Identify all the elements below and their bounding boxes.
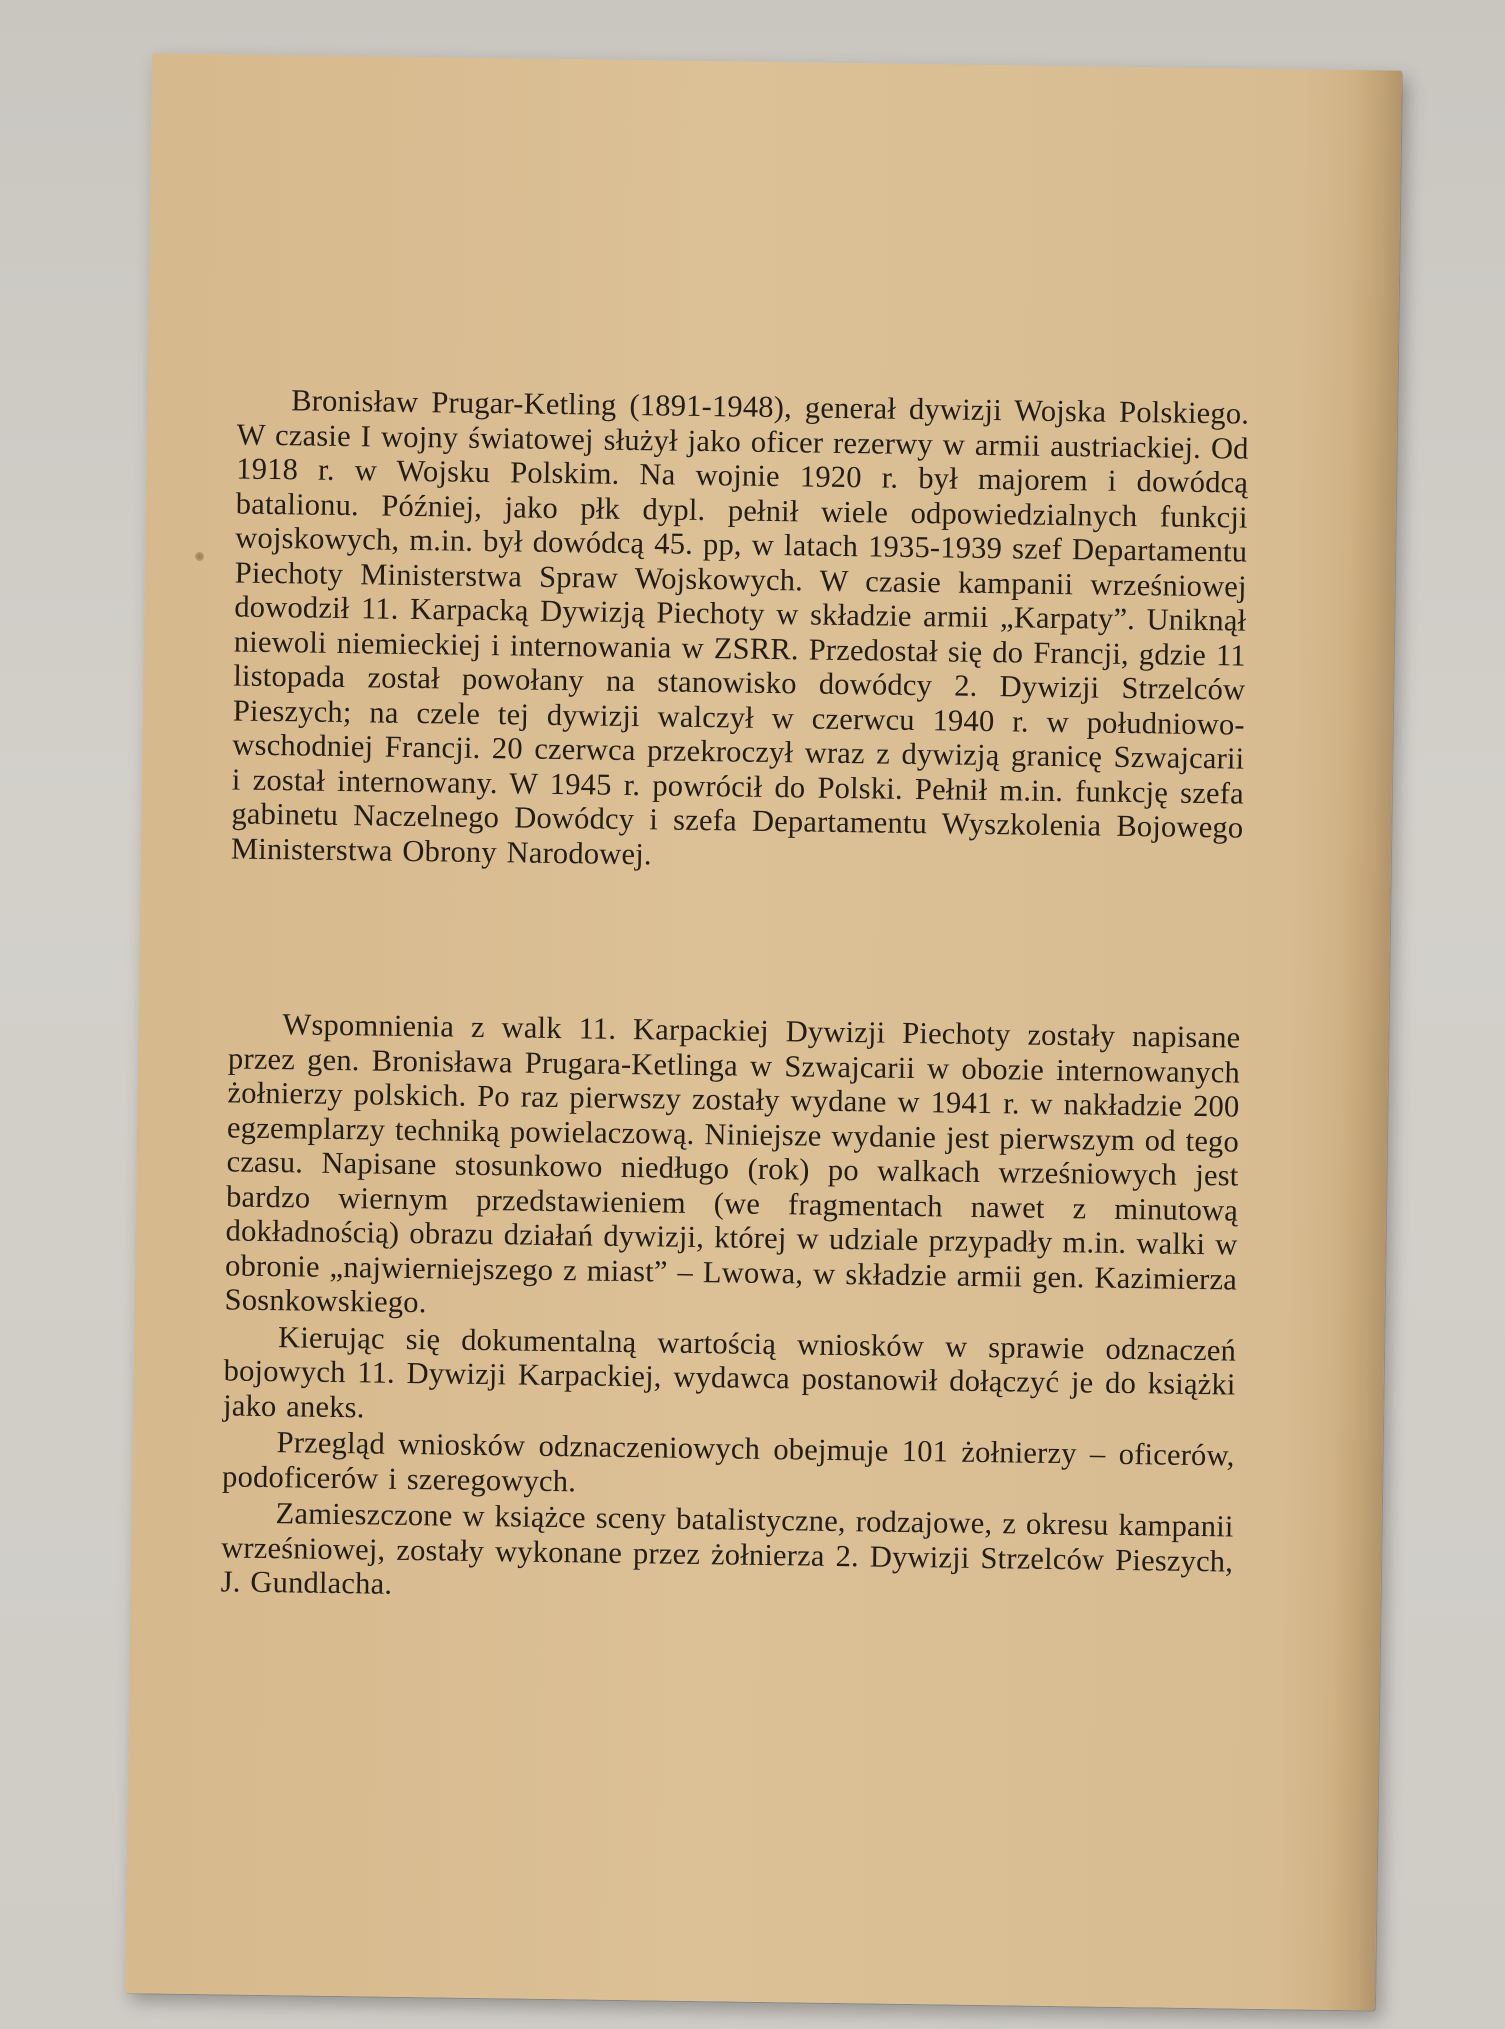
description-paragraph-4: Zamieszczone w książce sceny batalistyczne, rodzajowe, z okresu kampanii wrześniowej, zostały wykonane przez żołnierza 2. Dywizji Strzelców Pieszych, J. Gundlacha. [220, 1496, 1234, 1601]
author-biography [231, 382, 1250, 879]
biography-paragraph: Bronisław Prugar-Ketling (1891-1948), generał dywizji Wojska Polskiego. W czasie I wojny światowej służył jako oficer rezerwy w armii austriackiej. Od 1918 r. w Wojsku Polskim. Na wojnie 1920 r. był majorem i dowódcą batalionu. Później, jako płk dypl. pełnił wiele odpowiedzialnych funkcji wojskowych, m.in. był dowódcą 45. pp, w latach 1935-1939 szef Departamentu Piechoty Ministerstwa Spraw Wojskowych. W czasie kampanii wrześniowej dowodził 11. Karpacką Dywizją Piechoty w składzie armii „Karpaty”. Uniknął niewoli niemieckiej i internowania w ZSRR. Przedostał się do Francji, gdzie 11 listopada został powołany na stanowisko dowódcy 2. Dywizji Strzelców Pieszych; na czele tej dywizji walczył w czerwcu 1940 r. w południowo-wschodniej Francji. 20 czerwca przekroczył wraz z dywizją granicę Szwajcarii i został internowany. W 1945 r. powrócił do Polski. Pełnił m.in. funkcję szefa gabinetu Naczelnego Dowódcy i szefa Departamentu Wyszkolenia Bojowego Ministerstwa Obrony Narodowej. [230, 383, 1250, 871]
description-paragraph-2: Kierując się dokumentalną wartością wniosków w sprawie odznaczeń bojowych 11. Dywizji Karpackiej, wydawca postanowił dołączyć je do książki jako aneks. [222, 1319, 1237, 1424]
paper-stain [195, 552, 204, 561]
description-paragraph-3: Przegląd wniosków odznaczeniowych obejmuje 101 żołnierzy – oficerów, podoficerów i szeregowych. [221, 1425, 1235, 1498]
book-back-cover [125, 53, 1402, 2010]
book-description [220, 1006, 1240, 1613]
cover-edge-shading [1327, 70, 1402, 2010]
description-paragraph-1: Wspomnienia z walk 11. Karpackiej Dywizji Piechoty zostały napisane przez gen. Bronisława Prugara-Ketlinga w Szwajcarii w obozie internowanych żołnierzy polskich. Po raz pierwszy zostały wydane w 1941 r. w nakładzie 200 egzemplarzy techniką powielaczową. Niniejsze wydanie jest pierwszym od tego czasu. Napisane stosunkowo niedługo (rok) po walkach wrześniowych jest bardzo wiernym przedstawieniem (we fragmentach nawet z minutową dokładnością) obrazu działań dywizji, której w udziale przypadły m.in. walki w obronie „najwierniejszego z miast” – Lwowa, w składzie armii gen. Kazimierza Sosnkowskiego. [224, 1007, 1241, 1320]
